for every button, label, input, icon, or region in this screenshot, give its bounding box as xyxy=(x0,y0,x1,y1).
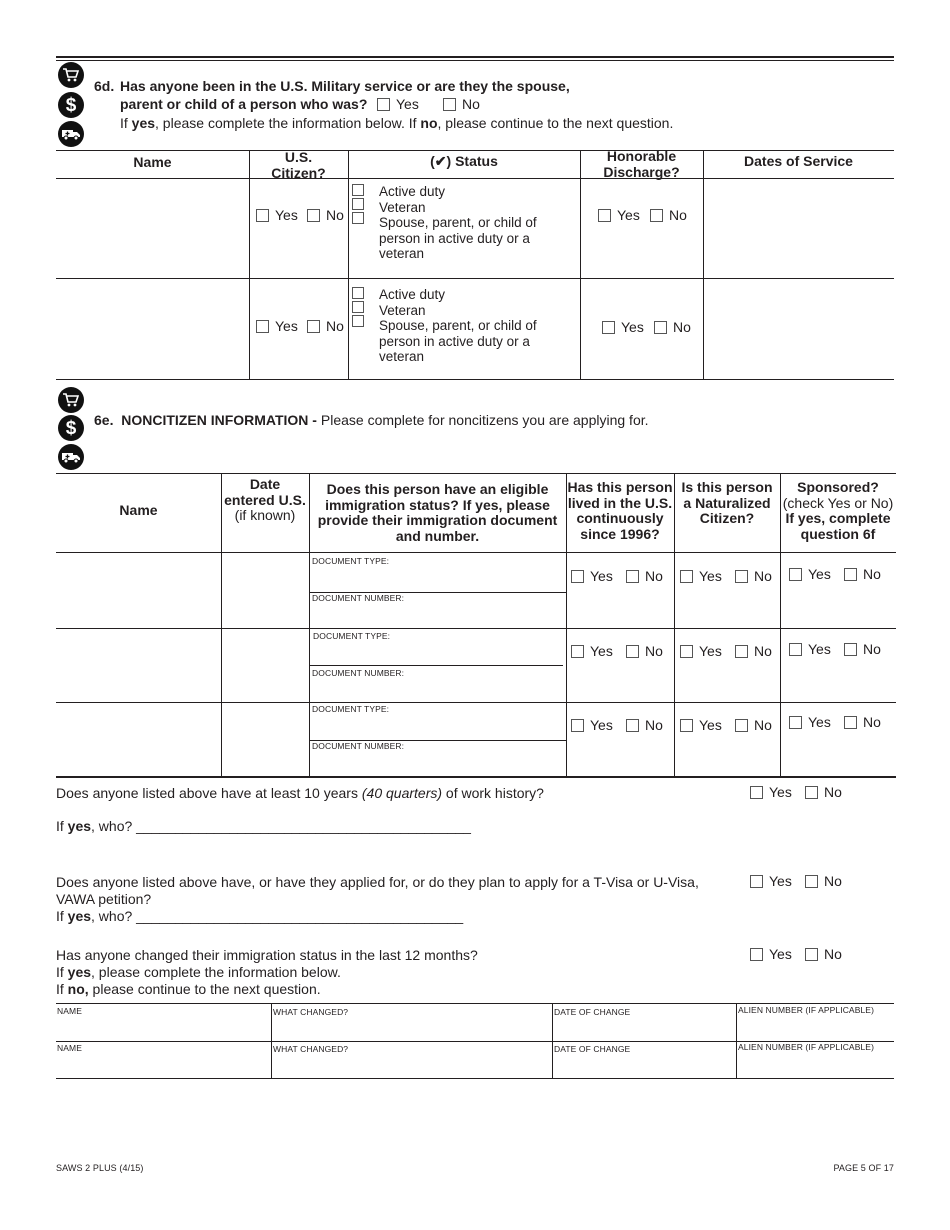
form-id: SAWS 2 PLUS (4/15) xyxy=(56,1163,144,1173)
question-6d-line1: Has anyone been in the U.S. Military service or are they the spouse, xyxy=(120,78,570,94)
tvisa-question-line1: Does anyone listed above have, or have they applied for, or do they plan to apply for a T-Visa or U-Visa, xyxy=(56,874,699,890)
citizen-no-option[interactable]: No xyxy=(307,207,344,224)
table-6d-col-divider xyxy=(580,150,581,379)
naturalized-no-option[interactable]: No xyxy=(735,643,772,660)
header-dates-of-service: Dates of Service xyxy=(744,153,853,169)
checkbox[interactable] xyxy=(844,643,857,656)
naturalized-yes-option[interactable]: Yes xyxy=(680,568,722,585)
checkbox[interactable] xyxy=(789,643,802,656)
header-name: Name xyxy=(133,154,172,170)
checkbox[interactable] xyxy=(805,948,818,961)
table-6d-top-border xyxy=(56,150,894,151)
table-6e-bottom-border xyxy=(56,776,896,778)
header-naturalized: Is this person a Naturalized Citizen? xyxy=(681,479,773,526)
sponsored-yes-option[interactable]: Yes xyxy=(789,641,831,658)
question-6d-number: 6d. xyxy=(94,78,115,94)
checkbox[interactable] xyxy=(256,209,269,222)
table-6d-bottom-border xyxy=(56,379,894,380)
shopping-cart-icon xyxy=(58,62,84,88)
table-6d-col-divider xyxy=(703,150,704,379)
table-6d-row-divider xyxy=(56,278,894,279)
checkbox[interactable] xyxy=(750,875,763,888)
checkbox[interactable] xyxy=(571,719,584,732)
discharge-no-option[interactable]: No xyxy=(654,319,691,336)
header-date-entered: Date entered U.S. (if known) xyxy=(224,476,306,523)
header-eligible-status: Does this person have an eligible immigration status? If yes, please provide their immigration document and number. xyxy=(317,481,558,544)
lived-yes-option[interactable]: Yes xyxy=(571,643,613,660)
checkbox[interactable] xyxy=(735,570,748,583)
lived-no-option[interactable]: No xyxy=(626,717,663,734)
work-history-who-field[interactable]: If yes, who? ___________________________________________ xyxy=(56,818,471,834)
spouse-parent-child-checkbox[interactable] xyxy=(352,212,364,224)
document-type-label: DOCUMENT TYPE: xyxy=(313,631,391,641)
citizen-yes-option[interactable]: Yes xyxy=(256,318,298,335)
sponsored-yes-option[interactable]: Yes xyxy=(789,714,831,731)
checkbox[interactable] xyxy=(307,209,320,222)
header-status: (✔) Status xyxy=(430,153,498,169)
question-6e-heading: 6e. NONCITIZEN INFORMATION - Please complete for noncitizens you are applying for. xyxy=(94,412,649,428)
shopping-cart-icon xyxy=(58,387,84,413)
status-checkboxes[interactable] xyxy=(352,287,364,329)
date-of-change-field-label: DATE OF CHANGE xyxy=(554,1044,631,1054)
active-duty-checkbox[interactable] xyxy=(352,184,364,196)
discharge-yes-option[interactable]: Yes xyxy=(598,207,640,224)
document-number-label: DOCUMENT NUMBER: xyxy=(312,593,405,603)
dollar-icon: $ xyxy=(58,92,84,118)
status-change-yes-instruction: If yes, please complete the information below. xyxy=(56,964,341,980)
work-history-yes-option[interactable]: Yes xyxy=(750,784,792,801)
checkbox[interactable] xyxy=(789,716,802,729)
alien-number-field-label: ALIEN NUMBER (IF APPLICABLE) xyxy=(738,1005,875,1015)
checkbox[interactable] xyxy=(735,645,748,658)
checkbox[interactable] xyxy=(750,948,763,961)
status-options: Active duty Veteran Spouse, parent, or child of person in active duty or a veteran xyxy=(379,287,537,364)
alien-number-field-label: ALIEN NUMBER (IF APPLICABLE) xyxy=(738,1042,875,1052)
what-changed-field-label: WHAT CHANGED? xyxy=(273,1007,349,1017)
naturalized-yes-option[interactable]: Yes xyxy=(680,643,722,660)
status-table-col-divider xyxy=(271,1003,272,1078)
header-honorable-discharge: Honorable Discharge? xyxy=(603,148,680,180)
table-6e-top-border xyxy=(56,473,896,474)
checkbox[interactable] xyxy=(844,568,857,581)
name-field-label: NAME xyxy=(57,1043,82,1053)
naturalized-no-option[interactable]: No xyxy=(735,717,772,734)
spouse-parent-child-checkbox[interactable] xyxy=(352,315,364,327)
checkbox[interactable] xyxy=(598,209,611,222)
document-type-field[interactable] xyxy=(309,665,563,666)
lived-no-option[interactable]: No xyxy=(626,643,663,660)
status-table-col-divider xyxy=(552,1003,553,1078)
military-yes-option[interactable]: Yes xyxy=(377,96,419,113)
checkbox[interactable] xyxy=(307,320,320,333)
status-options: Active duty Veteran Spouse, parent, or child of person in active duty or a veteran xyxy=(379,184,537,261)
table-6e-header-border xyxy=(56,552,896,553)
checkbox[interactable] xyxy=(805,875,818,888)
checkbox[interactable] xyxy=(680,645,693,658)
document-number-label: DOCUMENT NUMBER: xyxy=(312,741,405,751)
military-yes-checkbox[interactable] xyxy=(377,98,390,111)
work-history-question: Does anyone listed above have at least 10 years (40 quarters) of work history? xyxy=(56,785,544,801)
lived-yes-option[interactable]: Yes xyxy=(571,568,613,585)
veteran-checkbox[interactable] xyxy=(352,301,364,313)
table-6e-row-divider xyxy=(56,628,896,629)
naturalized-no-option[interactable]: No xyxy=(735,568,772,585)
checkbox[interactable] xyxy=(735,719,748,732)
military-no-option[interactable]: No xyxy=(443,96,480,113)
work-history-no-option[interactable]: No xyxy=(805,784,842,801)
tvisa-who-field[interactable]: If yes, who? __________________________________________ xyxy=(56,908,464,924)
checkbox[interactable] xyxy=(626,570,639,583)
header-lived-continuously: Has this person lived in the U.S. continuously since 1996? xyxy=(567,479,673,542)
dollar-icon: $ xyxy=(58,415,84,441)
checkbox[interactable] xyxy=(844,716,857,729)
military-no-checkbox[interactable] xyxy=(443,98,456,111)
checkbox[interactable] xyxy=(256,320,269,333)
header-name: Name xyxy=(119,502,158,518)
sponsored-yes-option[interactable]: Yes xyxy=(789,566,831,583)
status-change-question: Has anyone changed their immigration status in the last 12 months? xyxy=(56,947,478,963)
what-changed-field-label: WHAT CHANGED? xyxy=(273,1044,349,1054)
status-change-no-option[interactable]: No xyxy=(805,946,842,963)
checkbox[interactable] xyxy=(571,570,584,583)
status-table-top-border xyxy=(56,1003,894,1004)
citizen-yes-option[interactable]: Yes xyxy=(256,207,298,224)
status-table-col-divider xyxy=(736,1003,737,1078)
checkbox[interactable] xyxy=(602,321,615,334)
checkbox[interactable] xyxy=(654,321,667,334)
ambulance-icon xyxy=(58,444,84,470)
top-rule-thick xyxy=(56,56,894,58)
name-field-label: NAME xyxy=(57,1006,82,1016)
tvisa-yes-option[interactable]: Yes xyxy=(750,873,792,890)
lived-yes-option[interactable]: Yes xyxy=(571,717,613,734)
status-change-yes-option[interactable]: Yes xyxy=(750,946,792,963)
status-table-bottom-border xyxy=(56,1078,894,1079)
discharge-yes-option[interactable]: Yes xyxy=(602,319,644,336)
question-6d-instructions: If yes, please complete the information below. If no, please continue to the next question. xyxy=(120,115,674,131)
document-type-label: DOCUMENT TYPE: xyxy=(312,704,390,714)
naturalized-yes-option[interactable]: Yes xyxy=(680,717,722,734)
sponsored-no-option[interactable]: No xyxy=(844,566,881,583)
question-6d-line2: parent or child of a person who was? xyxy=(120,96,368,112)
tvisa-question-line2: VAWA petition? xyxy=(56,891,152,907)
document-type-label: DOCUMENT TYPE: xyxy=(312,556,390,566)
checkbox[interactable] xyxy=(750,786,763,799)
date-of-change-field-label: DATE OF CHANGE xyxy=(554,1007,631,1017)
active-duty-checkbox[interactable] xyxy=(352,287,364,299)
checkbox[interactable] xyxy=(626,645,639,658)
sponsored-no-option[interactable]: No xyxy=(844,641,881,658)
citizen-no-option[interactable]: No xyxy=(307,318,344,335)
checkbox[interactable] xyxy=(680,570,693,583)
checkbox[interactable] xyxy=(789,568,802,581)
checkbox[interactable] xyxy=(571,645,584,658)
table-6e-row-divider xyxy=(56,702,896,703)
discharge-no-option[interactable]: No xyxy=(650,207,687,224)
ambulance-icon xyxy=(58,121,84,147)
checkbox[interactable] xyxy=(650,209,663,222)
lived-no-option[interactable]: No xyxy=(626,568,663,585)
page-number: PAGE 5 OF 17 xyxy=(833,1163,894,1173)
checkbox[interactable] xyxy=(626,719,639,732)
header-sponsored: Sponsored? (check Yes or No) If yes, complete question 6f xyxy=(782,479,894,542)
checkbox[interactable] xyxy=(805,786,818,799)
header-us-citizen: U.S. Citizen? xyxy=(271,149,326,181)
checkbox[interactable] xyxy=(680,719,693,732)
table-6d-header-border xyxy=(56,178,894,179)
sponsored-no-option[interactable]: No xyxy=(844,714,881,731)
status-change-no-instruction: If no, please continue to the next question. xyxy=(56,981,321,997)
document-number-label: DOCUMENT NUMBER: xyxy=(312,668,405,678)
veteran-checkbox[interactable] xyxy=(352,198,364,210)
status-checkboxes[interactable] xyxy=(352,184,364,226)
table-6d-col-divider xyxy=(249,150,250,379)
table-6d-col-divider xyxy=(348,150,349,379)
tvisa-no-option[interactable]: No xyxy=(805,873,842,890)
top-rule-thin xyxy=(56,60,894,61)
